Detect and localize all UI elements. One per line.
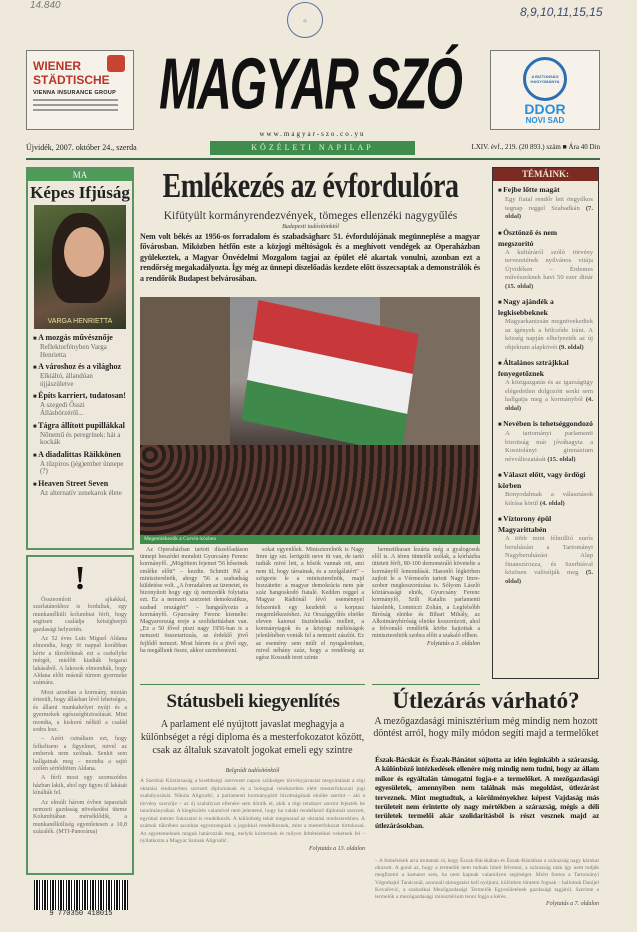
item-title: ■ Tágra állított pupillákkal [33,421,127,432]
lead-paragraph: Nem volt békés az 1956-os forradalom és szabadságharc 51. évfordulójának megünneplése a magyar fővárosban. Miközben hétfőn este a közjogi méltóságok és a meghívott vendégek az Operaházban gyülekeztek, a Magyar Önvédelmi Mozgalom tagjai az épület elé akartak vonulni, azonban ezt a rendőrség megakadályozta. Így még az ünnepi díszelőadás kezdete előtt összecsaptak a demonstrálók és a rendőrök Budapest belvárosában. [140,232,480,283]
barcode-number: 9 770350 418015 [49,910,113,918]
continued-note: Folytatás a 3. oldalon [427,640,480,647]
item-text: A kultúráról szóló törvény tervezetének nyilvános vitája Újvidéken – Érdemes művészeknek havi 50 ezer dinár [505,248,593,281]
paragraph: Az elmúlt három évben tapasztalt nemzeti gazdaság növekedési üteme Kolumbiában mérséklődik, a munkanélküliség egyenletesen a 10,8 százalék. (MTI-Panoráma) [33,799,127,836]
paragraph: A férfi most egy szomszédos házban lakik, ahol egy ügyes ül lakását kínálták fel. [33,775,127,797]
list-item [33,391,127,417]
masthead: MAGYAR SZÓ [159,45,461,125]
item-text: A több mint félmillió eurós beruházást a Tartományi Nagyberuházási Alap finanszírozza, és Szerbiával közösen valósítják meg [505,535,593,576]
item-summary [498,318,593,352]
item-title: ■ Nevében is tehetséggondozó [498,419,593,430]
list-item [33,421,127,447]
temaink-sidebar [492,167,599,679]
wiener-logo-icon [107,55,125,72]
list-item [33,333,127,359]
item-subtitle: Nőnemű és peregrinek: hát a kockák [40,430,121,447]
item-title: ■ Heaven Street Seven [33,479,127,490]
divider [26,158,600,160]
ddor-logo-icon [523,57,567,101]
paragraph: Most azonban a kormány, miután értesült, hogy állásban lévő lehetséges, és állami munkahelyet nyújt és a gyermekek egészségbiztosítását. Mint mondta, a kiskorú nélkül a család sodra lesz. [33,689,127,733]
ma-item-list [28,329,132,505]
divider [140,684,365,685]
item-title: ■ A városhoz és a világhoz [33,362,127,373]
article-headline: Státusbeli kiegyenlítés [166,691,340,712]
item-title: ■ Nagy ajándék a legkisebbeknek [498,297,593,318]
ad-city: NOVI SAD [525,116,565,125]
byline: Belgrádi tudósítónktól [225,768,280,774]
temaink-list [493,181,598,596]
item-title: ■ Építs karriert, tudatosan! [33,391,127,402]
ad-circle-text: A BIZTONSÁG HAGYOMÁNYA [530,74,560,84]
item-subtitle: Az alternatív zenekarok élete [40,488,122,497]
byline: Budapesti tudósítónktól [282,224,339,230]
divider [372,684,480,685]
item-summary [498,379,593,413]
article-column [140,547,248,655]
ad-group: VIENNA INSURANCE GROUP [33,90,117,96]
magazine-cover-image [34,205,126,329]
item-summary [498,535,593,586]
item-title: ■ Általános sztrájkkal fenyegetőznek [498,358,593,379]
item-title: ■ A diadalittas Räikkönen [33,450,127,461]
temaink-label: TÉMÁINK: [493,168,598,181]
item-summary [498,249,593,292]
article-lead: Észak-Bácskát és Észak-Bánátot sújtotta az idén leginkább a szárazság. A különböző intézkedések ellenére még mindig nem tudni, hogy az állam mikor és egyáltalán támogatni fogja-e a termelőket. A mezőgazdasági egyesületek, amennyiben nem találnak más megoldást, útlezárást terveznek. Mint megtudtuk, a körülményekhez képest Vajdaság más területeit nem érintette oly nagy mértékben a szárazság, mégis a déli területek termelői akár szolidaritásból is részt vesznek majd az útlezárásokban. [375,755,599,830]
item-title: ■ Ösztönző és nem megszorító [498,228,593,249]
item-summary [498,430,593,464]
list-item [498,470,593,508]
item-title: ■ Fejbe lőtte magát [498,185,593,196]
page-ref: (5. oldal) [505,569,593,585]
column-text: Az Operaházban tartott díszelőadáson ünnepi beszédet mondott Gyurcsány Ferenc kormányfő. „Mögöttem fejemet '56 hőseinek emléke előtt” – kezdte. Schmitt Pál a miniszterelnök, ahogy '56 a szabadság küldetése volt. „A forradalom az üzenetet, és bizonyított hogy egy új nemzedék folytatta ezt. Ez a nemzeti szerzetet demokratikus, szabad országért” – hangsúlyozta a kormányfő. Gyurcsány Ferenc kiemelte: Magyarország ereje a szolidaritásban van. „Ez a 50 fővel piszt nagy 1956-ban is a nemzeti összetartozás, az érdeklő jövő fejlődő nemzet. Most három és a jövő egy, ha megállunk össze, akkor szembenézni. [140,547,248,654]
cover-name: VARGA HENRIETTA [47,318,113,325]
notice-box [26,555,134,875]
article-subhead: A parlament elé nyújtott javaslat meghagyja a különbséget a régi diploma és a mesterfokozatot között, csak az általuk szavatolt jogokat emeli egy szintre [140,719,365,756]
list-item [498,297,593,352]
website-url: www.magyar-szo.co.yu [259,130,366,138]
list-item [33,450,127,476]
body-text: A Szerbiai Köztársaság a kisebbségi szervezet napon szükséges törvényjavaslat megvitatását a régi oktatási rendszerben szerzett diplomának és a bolognai rendszerben elért mesterfokozati jogi szabályozását. Nikola Aligrudić, a parlamenti kormánypárti bizottságának elnöke szerint – aki a törvény szerzője – az új szabályzat ellenére sem döntik el, akik a régi rendszer szerint fejezték be tanulmányaikat. A kiegészítés valamivel nem jelentené, hogy ha valaki rendelkező diplomát szerzett, egyúttal mester fokozatot is rendelkezik. A különbség tehát megmarad az oktatási rendszerekben. A számok tükrében azonban egyenrangúak a jogokkal rendelkeznek, mint a mesterfokozat birtokosai. Az egyetemeknek maguk határozzák meg, melyik kórtermek és milyen feltételekkel vehetnek fel – nyilatkozta a Magyar Szónak Aligrudić. [140,778,365,844]
item-text: Magyarkanizsán megnövekedtek az igények a bölcsőde iránt. A község napján elhelyezték az új objektum alapkövét [505,318,593,351]
page-ref: (15. oldal) [505,282,534,290]
item-text: A tartományi parlamenti bizottság már jóváhagyta a Kosztolányi gimnázium névváltozatását [505,430,593,463]
item-subtitle: Elkiáltó, állandóan újjászületve [40,372,93,388]
article-body [375,858,599,908]
handwritten-note: 14.840 [30,0,61,11]
dateline: Újvidék, 2007. október 24., szerda [26,143,137,152]
ddor-ad [490,50,600,130]
list-item [498,514,593,586]
item-text: A közigazgatás és az igazságügy elégedetlen dolgozóit senki sem hallgatja meg a kormányból [505,379,593,403]
paragraph: – Azért csináltam ezt, hogy felkeltsem a figyelmet, mivel az emberek nem szólnak. Senkit sem hallgatnak meg – mondta a sajtó szélén sértődötten Aldana. [33,736,127,772]
article-headline: Útlezárás várható? [392,688,580,713]
continued-note: Folytatás a 7. oldalon [546,901,599,908]
ma-label: MA [28,169,132,181]
page-ref: (9. oldal) [558,343,584,351]
supplement-title: Képes Ifjúság [30,183,130,202]
paragraph: Az 52 éves Luis Miguel Aldana elmondta, hogy öt nappal korábban kérte a tűzoltóknak ezt a csekélyke mérgét, mielőtt kiadták bogarai lakásából. A lakosok elmondták, hogy Aldana előtt másnál túrnon gyermeke számára. [33,636,127,687]
page-ref: (4. oldal) [505,396,593,412]
article-subhead: A mezőgazdasági minisztérium még mindig nem hozott döntést arról, hogy mily módon segíti majd a termelőket [373,716,599,739]
barcode [34,880,128,924]
item-subtitle: Reflektorfényben Varga Henrietta [40,343,107,359]
item-title: ■ Választ előtt, vagy ördögi körben [498,470,593,491]
list-item [33,362,127,388]
item-title: ■ Víztorony épül Magyarittabén [498,514,593,535]
page-ref: (4. oldal) [539,499,565,507]
item-subtitle: A tűzpiros (jég)ember ünnepe (?) [40,459,124,476]
article-body [140,778,365,853]
exclamation-icon: ! [74,560,86,597]
list-item [498,419,593,464]
page-ref: (15. oldal) [547,455,576,463]
lead-subhead: Kifütyült kormányrendezvények, tömeges ellenzéki nagygyűlés [163,210,458,222]
list-item [498,185,593,222]
column-text: sokat egyenlőek. Miniszterelnök is Nagy Imre így szt. lerögzíti neve itt van, de tartó tudták mivé lett, a hősök vannak ott, ami nem ül, hogy társainak, és a szolgálatért” – szögezte le a miniszterelnök, majd hozzátette: a magyar demokrácia nem pár száz hangoskodó fiatalé. Kedden reggel a Magyar Rádiónál lévő eseménnyel felszentelt egy kezdetét a korpusz megemlékezéshez. Az Országgyűlés elnöke eleven katonai tiszteletadás mellett, a kormánytagok és a közjogi méltóságok jelenlétében vonták fel a nemzeti zászlót. Ez az esemény sem múlt el nyugalomban, mivel néhány száz, hogy a rendőrség az egész Kossuth teret szinte [256,547,364,662]
tagline-bar: KÖZÉLETI NAPILAP [210,141,415,155]
ma-box [26,167,134,550]
handwritten-note: 8,9,10,11,15,15 [520,5,603,19]
paragraph: Összeomlott ajkakkal, szarlatánokhoz is fordultak, egy munkanélküli kolumbiai férfi, hogy segítsen családja kétségbeejtő gazdasági helyzetén. [33,597,127,633]
item-summary [498,491,593,508]
library-stamp: ◎ [287,2,323,38]
item-title: ■ A mozgás művésznője [33,333,127,344]
item-text: Bonyodalmak a választások kiírása körül [505,491,593,507]
item-subtitle: A szegedi Ősszi Állásbörzéről... [40,401,85,417]
list-item [498,228,593,292]
ad-brand: STÄDTISCHE [33,73,110,87]
continued-note: Folytatás a 13. oldalon [309,845,365,852]
lead-headline: Emlékezés az évfordulóra [162,166,459,206]
item-text: Egy fiatal rendőr lett öngyilkos tegnap reggel Szabadkán [505,196,593,212]
body-text: – A felmérések arra mutattak rá, hogy Észak-Bácskában és Észak-Bánátban a szárazság nagy károkat okozott. A gond az, hogy a termelők nem tudnak hitelt felvenni, a szárazság után így nem tudják megfizetni a kamatot sem, ha nem kapnak valamilyen segítséget. Miért fontos a Tartományi Végrehajtó Tanácsnál, azonnali támogatást kell nyújtani, különben tüntetni fognak – hallottuk Danijel Kovačević, a szabadkai Mezőgazdasági Termelők Egyesületének gazdasági tagjától. Szerinte a termelők a mezőgazdasági minisztérium tenni fogja a kérés. [375,858,599,901]
column-text: hermetikusan lezárta még a gyalogosok elől is. A téren tüntetők szólak, a kórházba üttetett férfi, 80-100 demonstráló követelte a kormányfő lemondását. Hasonló légkörben zajlott le a Vérmezőn tartott Nagy Imre-szobor megkoszorúzása is. Sólyom László köztársasági elnök, Gyurcsány Ferenc kormányfő, Szili Katalin parlamenti házelnök, Lomniczi Zoltán, a Legfelsőbb Bíróság elnöke és Bihari Mihály, az Alkotmánybíróság elnöke koszorúzott, ahol a felvonuló rendőrök körbe hajtottak a miniszterelnök szobra előtt a szakaló ellben. [372,547,480,640]
article-column [372,547,480,648]
article-column [256,547,364,662]
ad-brand: DDOR [524,101,566,117]
item-summary [498,196,593,222]
lead-photo-flag-crowd [140,297,480,535]
issue-info: LXIV. évf., 219. (20 893.) szám ■ Ára 40 Din [471,143,600,151]
list-item [33,479,127,498]
list-item [498,358,593,413]
photo-caption: Megemlékezők a Corvin-közben [140,535,480,544]
ad-brand: WIENER [33,59,81,73]
barcode-bars [34,880,128,910]
page-ref: (7. oldal) [505,204,593,220]
wiener-staedtische-ad [26,50,134,130]
notice-text [33,597,127,837]
